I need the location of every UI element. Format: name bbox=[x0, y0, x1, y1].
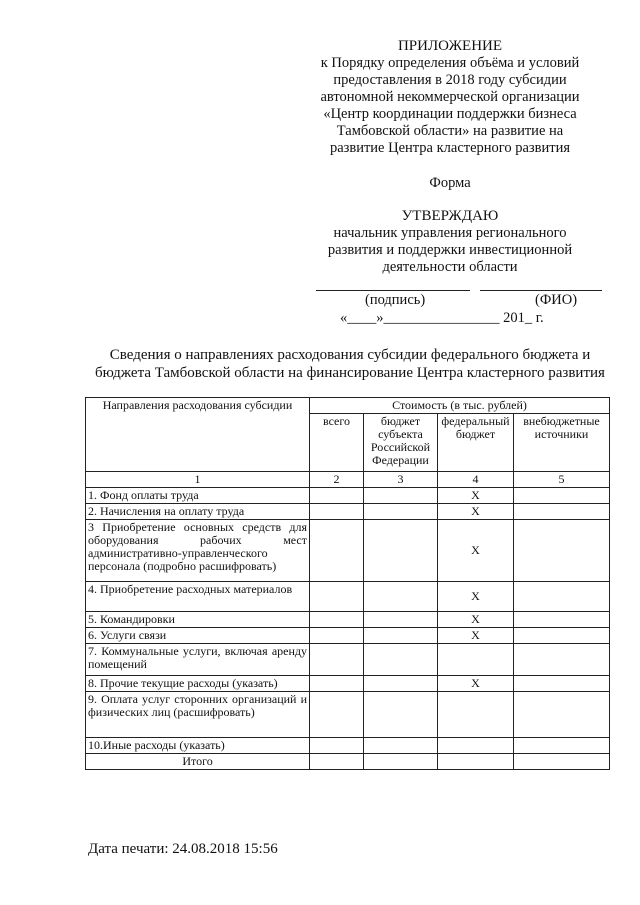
row-mark: X bbox=[438, 582, 514, 612]
col-number: 3 bbox=[364, 472, 438, 488]
row-label: 8. Прочие текущие расходы (указать) bbox=[86, 676, 310, 692]
sub-col-regional-budget: бюджет субъекта Российской Федерации bbox=[364, 414, 438, 472]
row-label: 7. Коммунальные услуги, включая аренду помещений bbox=[86, 644, 310, 676]
row-label: 10.Иные расходы (указать) bbox=[86, 738, 310, 754]
table-row-total bbox=[86, 754, 610, 770]
row-mark: X bbox=[438, 612, 514, 628]
row-mark bbox=[438, 738, 514, 754]
fio-line bbox=[480, 290, 602, 291]
table-row bbox=[86, 488, 610, 504]
approval-line: деятельности области bbox=[382, 259, 518, 275]
document-heading bbox=[70, 346, 630, 382]
heading-line: Сведения о направлениях расходования субсидии федерального бюджета и bbox=[109, 347, 591, 363]
table-row bbox=[86, 520, 610, 582]
table-row bbox=[86, 676, 610, 692]
col-number: 1 bbox=[86, 472, 310, 488]
row-label: 1. Фонд оплаты труда bbox=[86, 488, 310, 504]
signature-label: (подпись) bbox=[365, 292, 426, 308]
approval-line: развития и поддержки инвестиционной bbox=[327, 242, 573, 258]
heading-line: бюджета Тамбовской области на финансирование Центра кластерного развития bbox=[95, 365, 605, 381]
signature-line bbox=[316, 290, 470, 291]
print-date: Дата печати: 24.08.2018 15:56 bbox=[88, 841, 278, 857]
row-label: 9. Оплата услуг сторонних организаций и физических лиц (расшифровать) bbox=[86, 692, 310, 738]
appendix-title: ПРИЛОЖЕНИЕ bbox=[397, 38, 503, 54]
col-number: 5 bbox=[514, 472, 610, 488]
appendix-line: к Порядку определения объёма и условий bbox=[320, 55, 580, 71]
row-label: 5. Командировки bbox=[86, 612, 310, 628]
sub-col-federal-budget: федеральный бюджет bbox=[438, 414, 514, 472]
appendix-line: автономной некоммерческой организации bbox=[320, 89, 580, 105]
appendix-line: предоставления в 2018 году субсидии bbox=[333, 72, 567, 88]
col-header-cost: Стоимость (в тыс. рублей) bbox=[310, 398, 610, 414]
table-row bbox=[86, 644, 610, 676]
sub-col-extrabudgetary: внебюджетные источники bbox=[514, 414, 610, 472]
form-label: Форма bbox=[429, 175, 471, 191]
table-row bbox=[86, 612, 610, 628]
approval-block bbox=[300, 208, 600, 276]
row-mark: X bbox=[438, 676, 514, 692]
row-mark bbox=[438, 692, 514, 738]
table-row bbox=[86, 504, 610, 520]
appendix-line: развитие Центра кластерного развития bbox=[329, 140, 571, 156]
col-number: 4 bbox=[438, 472, 514, 488]
appendix-line: «Центр координации поддержки бизнеса bbox=[323, 106, 577, 122]
row-mark: X bbox=[438, 520, 514, 582]
approval-line: начальник управления регионального bbox=[333, 225, 567, 241]
total-label: Итого bbox=[86, 754, 310, 770]
fio-label: (ФИО) bbox=[535, 292, 578, 308]
row-label: 4. Приобретение расходных материалов bbox=[86, 582, 310, 612]
row-label: 6. Услуги связи bbox=[86, 628, 310, 644]
col-header-direction: Направления расходования субсидии bbox=[86, 398, 310, 472]
row-mark bbox=[438, 644, 514, 676]
appendix-line: Тамбовской области» на развитие на bbox=[336, 123, 564, 139]
table-row bbox=[86, 582, 610, 612]
row-mark: X bbox=[438, 488, 514, 504]
table-row bbox=[86, 738, 610, 754]
row-mark: X bbox=[438, 628, 514, 644]
row-label: 2. Начисления на оплату труда bbox=[86, 504, 310, 520]
col-number: 2 bbox=[310, 472, 364, 488]
approval-date-line: «____»________________ 201_ г. bbox=[340, 310, 544, 326]
row-mark: X bbox=[438, 504, 514, 520]
table-row bbox=[86, 628, 610, 644]
sub-col-total: всего bbox=[310, 414, 364, 472]
appendix-header bbox=[300, 38, 600, 157]
expenditure-table bbox=[85, 397, 610, 770]
approval-title: УТВЕРЖДАЮ bbox=[401, 208, 499, 224]
row-label: 3 Приобретение основных средств для оборудования рабочих мест административно-управленческого персонала (подробно расшифровать) bbox=[86, 520, 310, 582]
table-row bbox=[86, 692, 610, 738]
